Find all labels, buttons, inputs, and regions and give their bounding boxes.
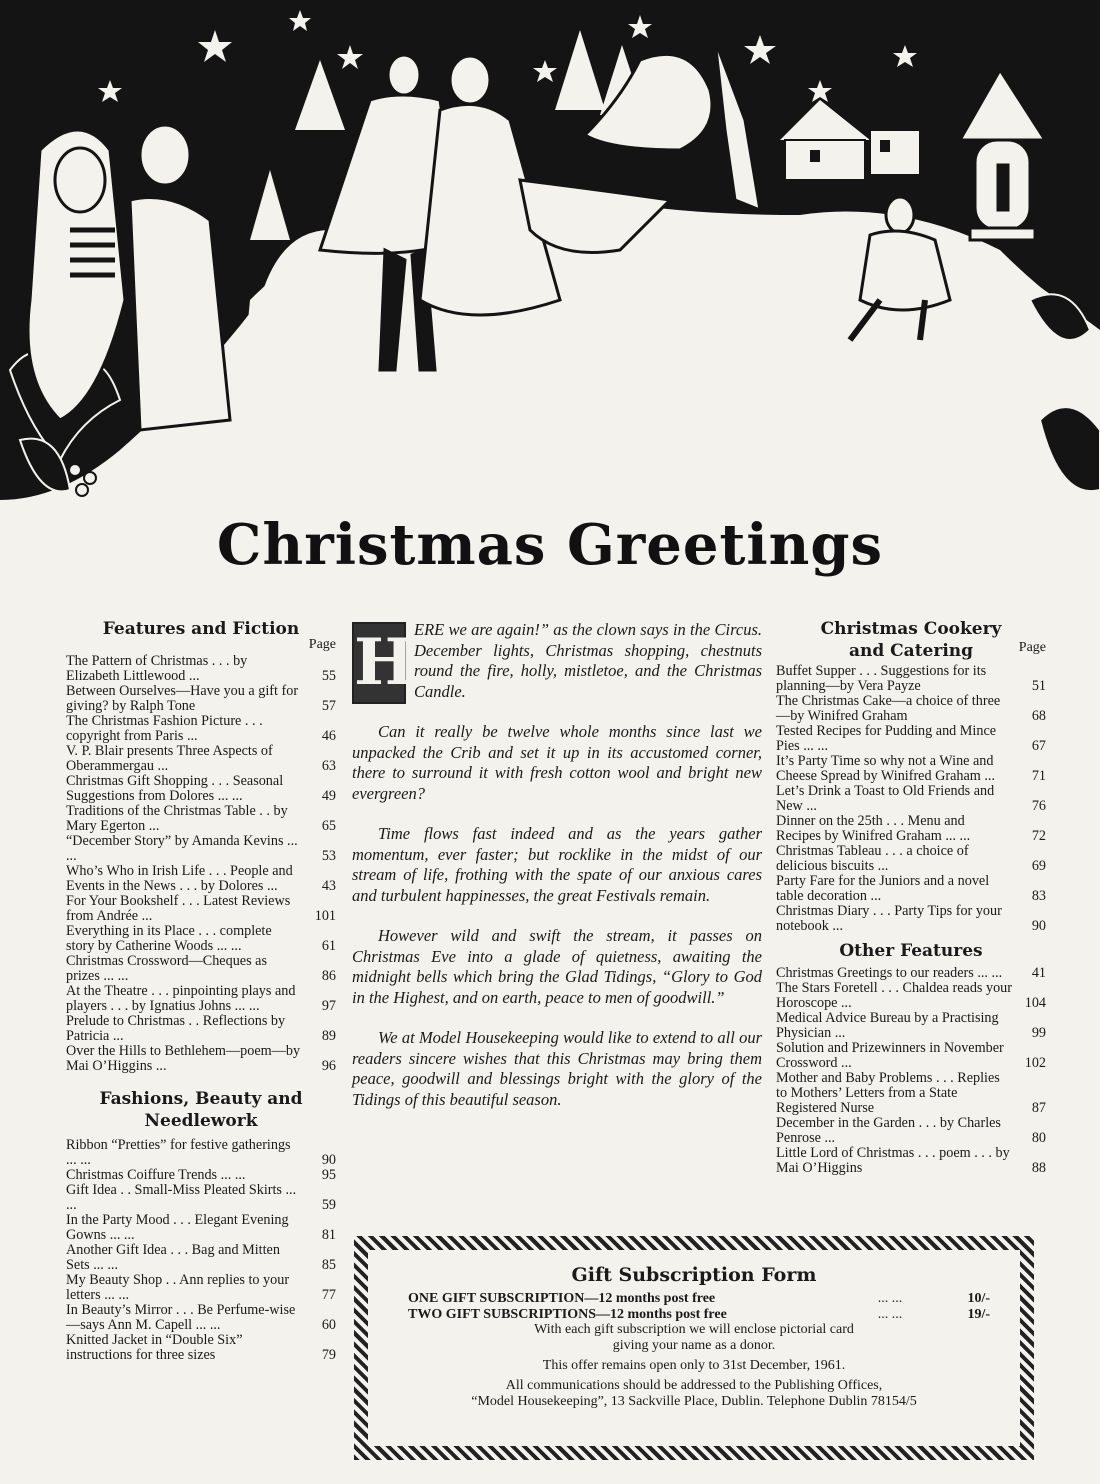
entry-title: The Christmas Fashion Picture . . . copyright from Paris ... xyxy=(66,713,263,744)
editorial-paragraph: Can it really be twelve whole months since last we unpacked the Crib and set it up in its accustomed corner, there to surround it with fresh cotton wool and bright new evergreen? xyxy=(352,722,762,803)
subscription-label: ONE GIFT SUBSCRIPTION—12 months post free xyxy=(408,1291,716,1307)
contents-entry xyxy=(66,744,336,774)
page-column-label: Page xyxy=(308,637,336,652)
entry-page-number: 51 xyxy=(1031,678,1046,694)
entry-page-number: 79 xyxy=(321,1347,336,1363)
contents-entry xyxy=(776,1071,1046,1116)
contents-entry xyxy=(66,954,336,984)
entry-title: Traditions of the Christmas Table . . by Mary Egerton ... xyxy=(66,803,288,834)
entry-title: For Your Bookshelf . . . Latest Reviews from Andrée ... xyxy=(66,893,291,924)
entry-title: My Beauty Shop . . Ann replies to your letters ... ... xyxy=(66,1272,290,1303)
entry-title: Let’s Drink a Toast to Old Friends and New ... xyxy=(776,783,995,814)
entry-title: Christmas Coiffure Trends ... ... xyxy=(66,1167,246,1183)
entry-title: Christmas Tableau . . . a choice of delicious biscuits ... xyxy=(776,843,969,874)
subscription-option-one xyxy=(368,1291,1020,1306)
contents-entry xyxy=(66,774,336,804)
entry-page-number: 59 xyxy=(321,1197,336,1213)
editorial-p1: ERE we are again!” as the clown says in the Circus. December lights, Christmas shopping, chestnuts round the fire, holly, mistletoe, and the Christmas Candle. xyxy=(414,620,762,701)
entry-title: Tested Recipes for Pudding and Mince Pies ... ... xyxy=(776,723,997,754)
entry-page-number: 69 xyxy=(1031,858,1046,874)
entry-title: Christmas Diary . . . Party Tips for your notebook ... xyxy=(776,903,1002,934)
entry-page-number: 95 xyxy=(321,1167,336,1183)
contents-entry xyxy=(66,684,336,714)
entry-title: At the Theatre . . . pinpointing plays and players . . . by Ignatius Johns ... ... xyxy=(66,983,296,1014)
entry-title: Prelude to Christmas . . Reflections by Patricia ... xyxy=(66,1013,286,1044)
entry-title: Knitted Jacket in “Double Six” instructions for three sizes xyxy=(66,1332,243,1363)
entry-page-number: 85 xyxy=(321,1257,336,1273)
entry-title: December in the Garden . . . by Charles Penrose ... xyxy=(776,1115,1001,1146)
dropcap-letter: H xyxy=(352,622,406,704)
subscription-title: Gift Subscription Form xyxy=(571,1264,817,1286)
contents-entry xyxy=(66,1014,336,1044)
entry-title: Christmas Greetings to our readers ... ... xyxy=(776,965,1003,981)
contents-entry xyxy=(776,1116,1046,1146)
right-contents-column xyxy=(776,618,1046,1176)
contents-entry xyxy=(66,1044,336,1074)
contents-entry xyxy=(66,864,336,894)
contents-entry xyxy=(66,924,336,954)
fashions-heading-line2: Needlework xyxy=(144,1111,258,1131)
contents-entry xyxy=(776,1041,1046,1071)
entry-page-number: 76 xyxy=(1031,798,1046,814)
contents-entry xyxy=(776,1011,1046,1041)
entry-page-number: 80 xyxy=(1031,1130,1046,1146)
features-fiction-list xyxy=(66,654,336,1074)
contents-entry xyxy=(776,1146,1046,1176)
features-fiction-heading: Features and Fiction xyxy=(102,619,300,639)
entry-title: Over the Hills to Bethlehem—poem—by Mai O’Higgins ... xyxy=(66,1043,301,1074)
contents-entry xyxy=(776,724,1046,754)
entry-title: Everything in its Place . . . complete story by Catherine Woods ... ... xyxy=(66,923,272,954)
subscription-label: TWO GIFT SUBSCRIPTIONS—12 months post free xyxy=(408,1306,727,1322)
cookery-heading-line2: and Catering xyxy=(848,641,974,661)
entry-page-number: 87 xyxy=(1031,1100,1046,1116)
entry-page-number: 57 xyxy=(321,698,336,714)
subscription-dots: ... ... xyxy=(877,1291,903,1307)
entry-title: “December Story” by Amanda Kevins ... ... xyxy=(66,833,298,864)
contents-entry xyxy=(776,754,1046,784)
entry-page-number: 55 xyxy=(321,668,336,684)
entry-page-number: 101 xyxy=(314,908,336,924)
contents-entry xyxy=(66,1333,336,1363)
contents-entry xyxy=(776,966,1046,981)
entry-page-number: 97 xyxy=(321,998,336,1014)
entry-title: In Beauty’s Mirror . . . Be Perfume-wise—says Ann M. Capell ... ... xyxy=(66,1302,296,1333)
subscription-dots: ... ... xyxy=(877,1306,903,1322)
subscription-price: 19/- xyxy=(967,1306,990,1322)
cookery-heading: Christmas Cookery xyxy=(820,619,1002,639)
contents-entry xyxy=(66,1213,336,1243)
entry-title: The Christmas Cake—a choice of three—by Winifred Graham xyxy=(776,693,1001,724)
entry-title: The Pattern of Christmas . . . by Elizabeth Littlewood ... xyxy=(66,653,248,684)
subscription-option-two xyxy=(368,1307,1020,1322)
contents-entry xyxy=(66,984,336,1014)
entry-page-number: 43 xyxy=(321,878,336,894)
entry-title: Little Lord of Christmas . . . poem . . . by Mai O’Higgins xyxy=(776,1145,1010,1176)
page-title: Christmas Greetings xyxy=(216,512,884,578)
entry-page-number: 68 xyxy=(1031,708,1046,724)
contents-entry xyxy=(66,894,336,924)
contents-entry xyxy=(66,804,336,834)
entry-title: Solution and Prizewinners in November Crossword ... xyxy=(776,1040,1004,1071)
cookery-list xyxy=(776,664,1046,934)
entry-page-number: 90 xyxy=(1031,918,1046,934)
contents-entry xyxy=(66,1303,336,1333)
contents-entry xyxy=(776,814,1046,844)
editorial-paragraph: We at Model Housekeeping would like to extend to all our readers sincere wishes that this Christmas may bring them peace, goodwill and blessings bright with the glory of the Tidings of this beautiful season. xyxy=(352,1028,762,1109)
page-column-label: Page xyxy=(1018,640,1046,655)
editorial-text xyxy=(352,620,762,1130)
entry-title: Gift Idea . . Small-Miss Pleated Skirts ... ... xyxy=(66,1182,297,1213)
contents-entry xyxy=(776,904,1046,934)
entry-page-number: 102 xyxy=(1024,1055,1046,1071)
entry-title: Dinner on the 25th . . . Menu and Recipes by Winifred Graham ... ... xyxy=(776,813,971,844)
editorial-paragraph: However wild and swift the stream, it passes on Christmas Eve into a glade of quietness, awaiting the midnight bells which bring the Glad Tidings, “Glory to God in the Highest, and on earth, peace to men of goodwill.” xyxy=(352,926,762,1007)
contents-entry xyxy=(66,1168,336,1183)
entry-page-number: 86 xyxy=(321,968,336,984)
subscription-deadline: This offer remains open only to 31st December, 1961. xyxy=(542,1358,846,1374)
entry-page-number: 89 xyxy=(321,1028,336,1044)
contents-entry xyxy=(66,714,336,744)
entry-page-number: 61 xyxy=(321,938,336,954)
entry-title: Ribbon “Pretties” for festive gatherings ... ... xyxy=(66,1137,291,1168)
entry-page-number: 46 xyxy=(321,728,336,744)
entry-title: The Stars Foretell . . . Chaldea reads your Horoscope ... xyxy=(776,980,1012,1011)
fashions-heading: Fashions, Beauty and xyxy=(99,1089,303,1109)
subscription-address: “Model Housekeeping”, 13 Sackville Place, Dublin. Telephone Dublin 78154/5 xyxy=(471,1393,917,1409)
entry-title: V. P. Blair presents Three Aspects of Oberammergau ... xyxy=(66,743,273,774)
entry-page-number: 41 xyxy=(1031,965,1046,981)
entry-page-number: 71 xyxy=(1031,768,1046,784)
subscription-price: 10/- xyxy=(967,1291,990,1307)
entry-page-number: 67 xyxy=(1031,738,1046,754)
contents-entry xyxy=(776,784,1046,814)
contents-entry xyxy=(66,1273,336,1303)
contents-entry xyxy=(776,694,1046,724)
left-contents-column xyxy=(66,618,336,1363)
entry-page-number: 53 xyxy=(321,848,336,864)
winter-skating-scene-illustration xyxy=(0,0,1100,510)
entry-page-number: 72 xyxy=(1031,828,1046,844)
entry-page-number: 60 xyxy=(321,1317,336,1333)
other-features-heading: Other Features xyxy=(839,941,983,961)
entry-title: In the Party Mood . . . Elegant Evening Gowns ... ... xyxy=(66,1212,289,1243)
entry-page-number: 104 xyxy=(1024,995,1046,1011)
contents-entry xyxy=(66,1138,336,1168)
subscription-note: With each gift subscription we will enclose pictorial card xyxy=(534,1322,854,1338)
entry-page-number: 63 xyxy=(321,758,336,774)
entry-page-number: 83 xyxy=(1031,888,1046,904)
entry-title: Buffet Supper . . . Suggestions for its planning—by Vera Payze xyxy=(776,663,987,694)
entry-title: Christmas Crossword—Cheques as prizes ... ... xyxy=(66,953,267,984)
entry-page-number: 90 xyxy=(321,1152,336,1168)
contents-entry xyxy=(776,664,1046,694)
contents-entry xyxy=(66,654,336,684)
entry-title: Who’s Who in Irish Life . . . People and Events in the News . . . by Dolores ... xyxy=(66,863,293,894)
entry-title: Medical Advice Bureau by a Practising Physician ... xyxy=(776,1010,999,1041)
entry-page-number: 65 xyxy=(321,818,336,834)
contents-entry xyxy=(66,1243,336,1273)
editorial-paragraph xyxy=(352,620,762,702)
entry-title: Christmas Gift Shopping . . . Seasonal Suggestions from Dolores ... ... xyxy=(66,773,284,804)
subscription-note: giving your name as a donor. xyxy=(612,1337,776,1353)
entry-page-number: 88 xyxy=(1031,1160,1046,1176)
contents-entry xyxy=(66,834,336,864)
entry-title: Mother and Baby Problems . . . Replies to Mothers’ Letters from a State Registered Nurse xyxy=(776,1070,1000,1116)
entry-page-number: 49 xyxy=(321,788,336,804)
editorial-paragraph: Time flows fast indeed and as the years gather momentum, ever faster; but rocklike in the midst of our stream of life, frothing with the spate of our anxious cares and turbulent happinesses, the great Festivals remain. xyxy=(352,824,762,905)
entry-title: Another Gift Idea . . . Bag and Mitten Sets ... ... xyxy=(66,1242,280,1273)
subscription-address: All communications should be addressed to the Publishing Offices, xyxy=(505,1378,883,1394)
contents-entry xyxy=(776,874,1046,904)
entry-title: Between Ourselves—Have you a gift for giving? by Ralph Tone xyxy=(66,683,299,714)
entry-page-number: 77 xyxy=(321,1287,336,1303)
other-features-list xyxy=(776,966,1046,1176)
contents-entry xyxy=(776,844,1046,874)
entry-page-number: 96 xyxy=(321,1058,336,1074)
entry-title: It’s Party Time so why not a Wine and Cheese Spread by Winifred Graham ... xyxy=(776,753,996,784)
entry-page-number: 81 xyxy=(321,1227,336,1243)
contents-entry xyxy=(66,1183,336,1213)
contents-entry xyxy=(776,981,1046,1011)
fashions-list xyxy=(66,1138,336,1363)
entry-title: Party Fare for the Juniors and a novel table decoration ... xyxy=(776,873,990,904)
entry-page-number: 99 xyxy=(1031,1025,1046,1041)
gift-subscription-form xyxy=(354,1236,1034,1460)
